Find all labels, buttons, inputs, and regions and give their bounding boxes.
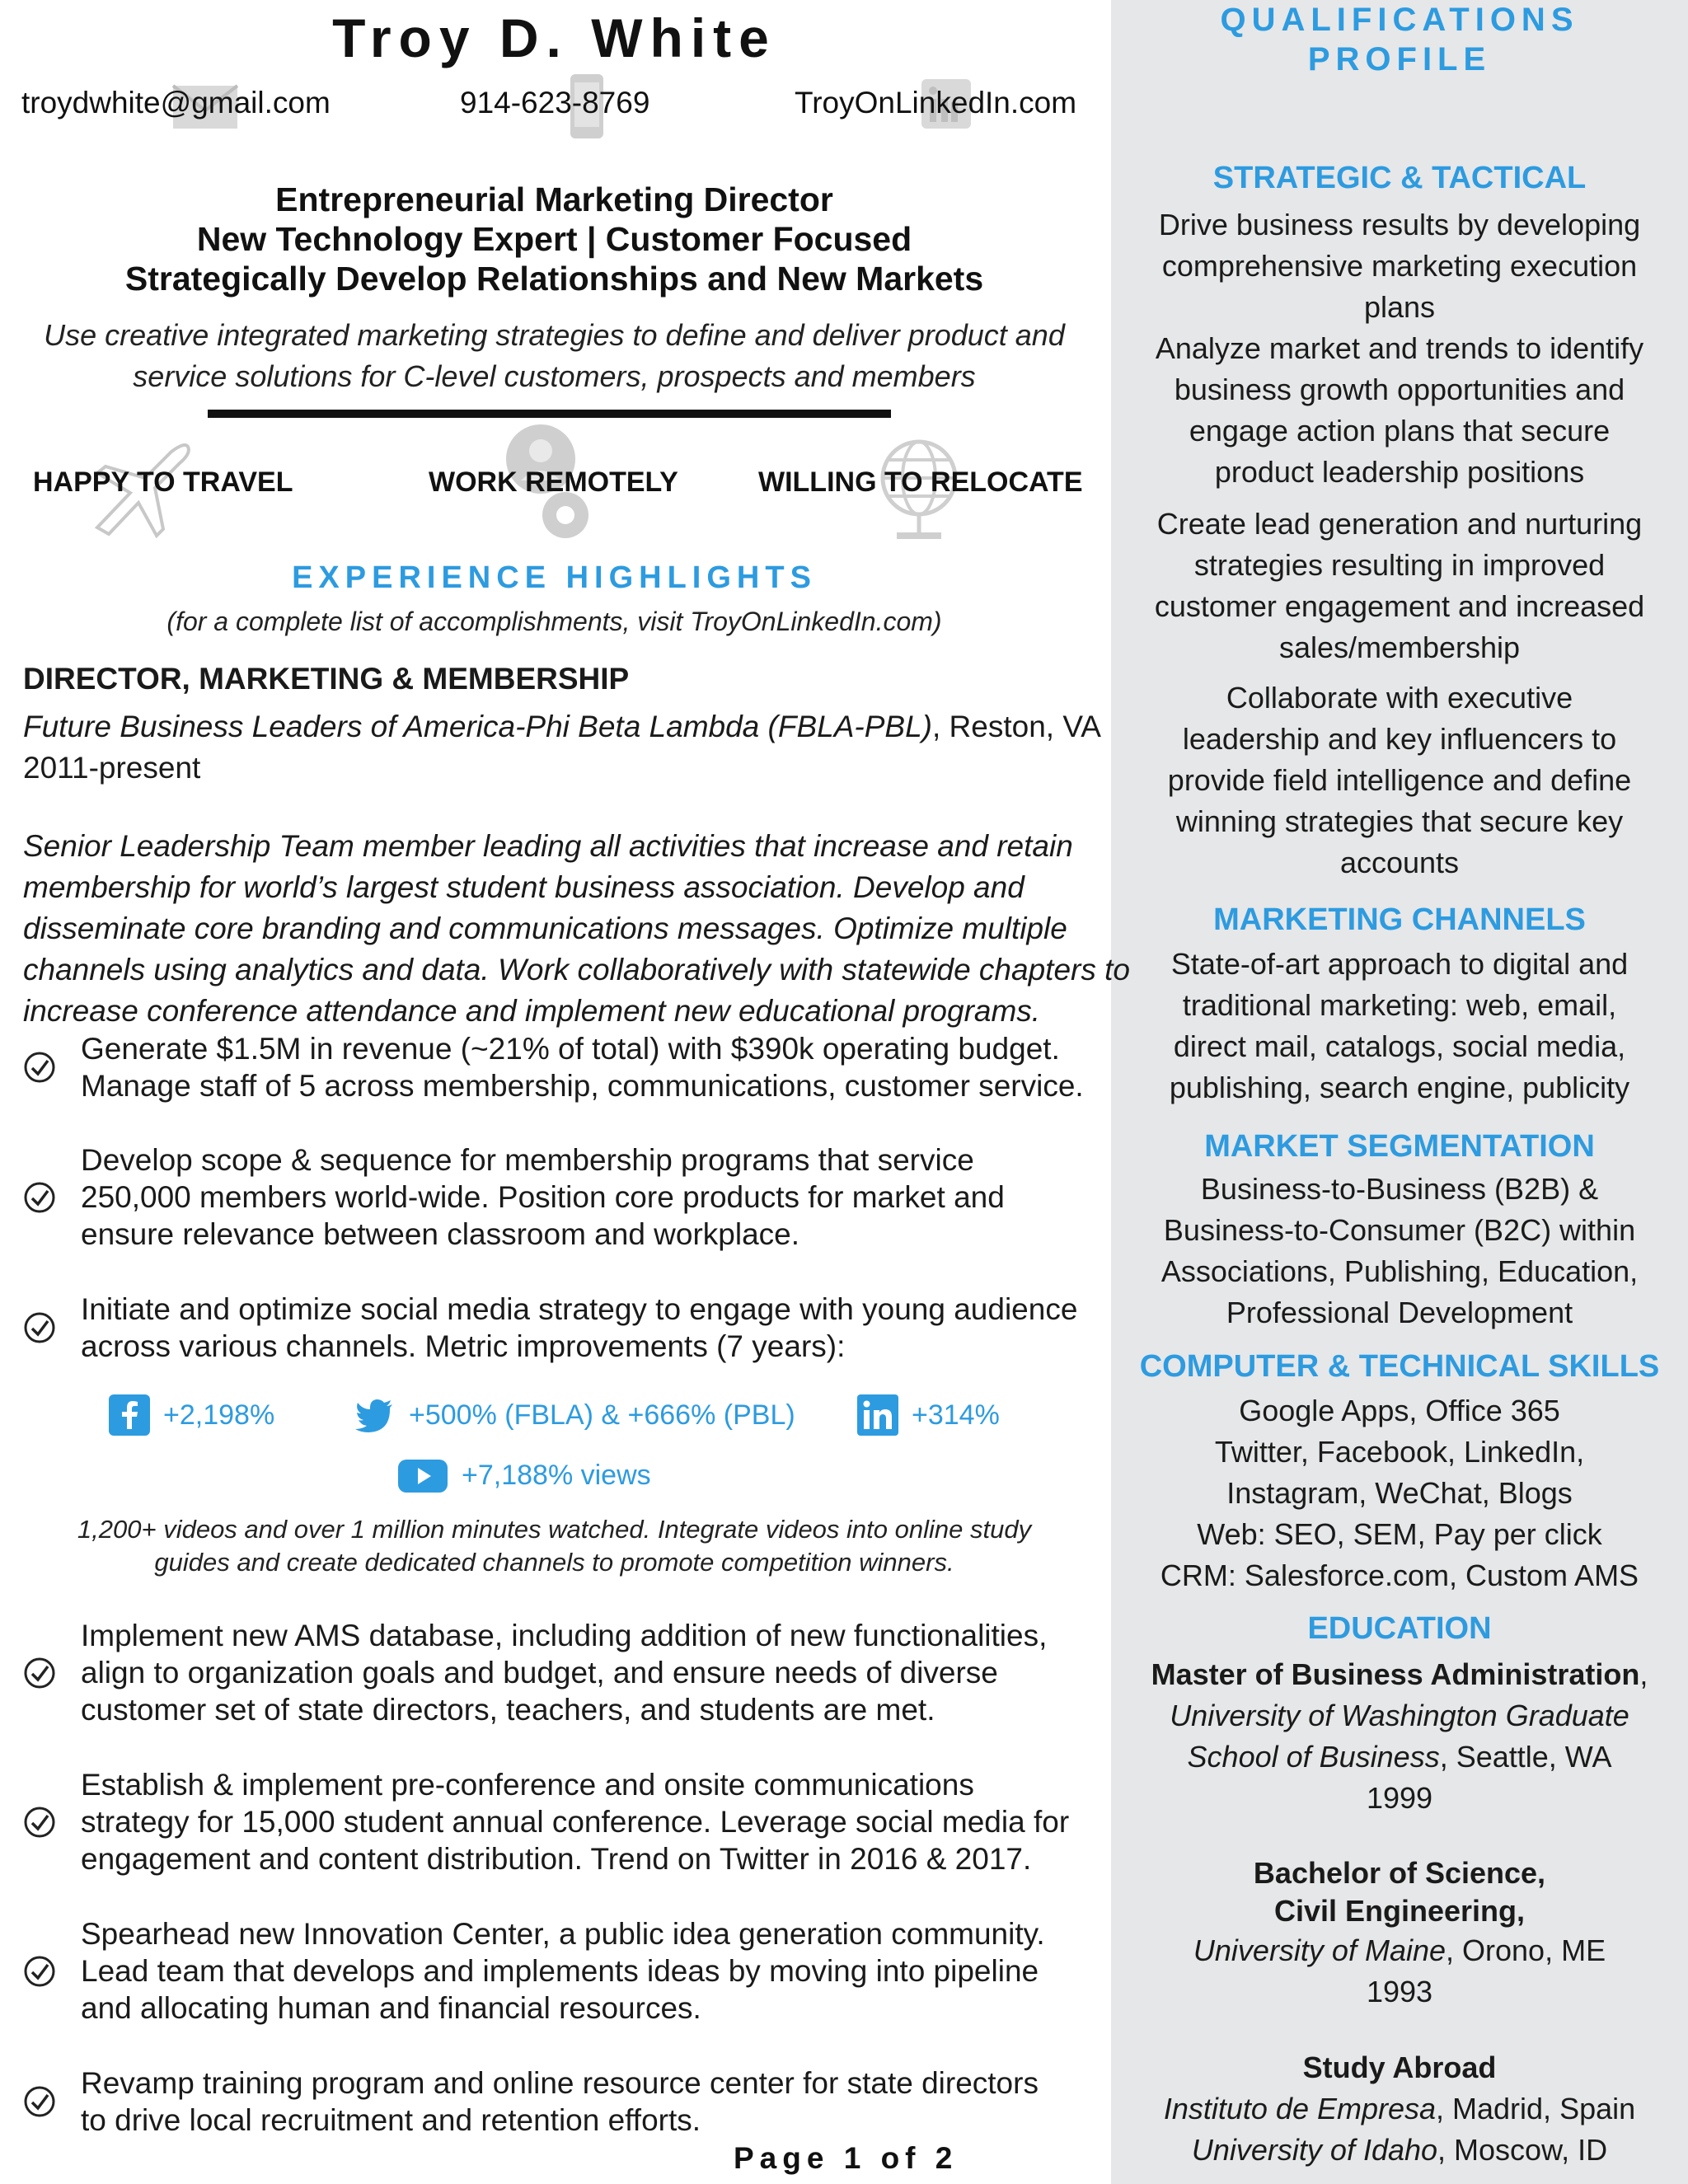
twitter-metric [354,1394,795,1436]
education-mba [1128,1654,1672,1819]
bs-location: , Orono, ME [1446,1933,1606,1967]
achievement-line: ensure relevance between classroom and workplace. [81,1217,800,1251]
youtube-value: +7,188% views [462,1459,651,1491]
email-link[interactable]: troydwhite@gmail.com [21,86,331,120]
text-line: provide field intelligence and define [1167,763,1632,797]
achievement-line: across various channels. Metric improvements (7 years): [81,1329,846,1363]
mba-school-line-1: University of Washington Graduate [1170,1699,1629,1732]
strategic-heading: STRATEGIC & TACTICAL [1212,161,1587,195]
education-heading: EDUCATION [1307,1611,1492,1646]
text-line: Analyze market and trends to identify [1155,331,1644,365]
text-line: comprehensive marketing execution [1161,249,1638,283]
strategic-p2 [1128,328,1672,493]
achievement-line: Spearhead new Innovation Center, a public idea generation community. [81,1917,1045,1951]
text-line: plans [1363,290,1436,324]
segmentation-text [1128,1169,1672,1333]
text-line: direct mail, catalogs, social media, [1173,1029,1626,1063]
job-dates: 2011-present [23,751,201,785]
twitter-value: +500% (FBLA) & +666% (PBL) [409,1399,795,1431]
achievement-item [23,2064,1086,2139]
linkedin-link[interactable]: TroyOnLinkedIn.com [795,86,1077,120]
text-line: sales/membership [1278,630,1521,664]
phone-number[interactable]: 914-623-8769 [460,86,650,120]
mba-degree: Master of Business Administration [1151,1657,1640,1691]
achievement-line: and allocating human and financial resources. [81,1991,701,2025]
education-abroad [1128,2047,1672,2171]
text-line: traditional marketing: web, email, [1182,988,1617,1022]
abroad-heading: Study Abroad [1302,2050,1497,2084]
strategic-p1 [1128,204,1672,328]
achievement-line: Lead team that develops and implements ideas by moving into pipeline [81,1954,1039,1988]
text-line: product leadership positions [1214,455,1585,489]
bs-line-2: Civil Engineering, [1273,1894,1526,1928]
abroad-location-1: , Madrid, Spain [1436,2092,1636,2125]
achievement-line: Establish & implement pre-conference and onsite communications [81,1768,974,1802]
strategic-p3 [1128,504,1672,668]
pref-travel: HAPPY TO TRAVEL [33,466,293,498]
achievement-item [23,1291,1086,1365]
achievement-line: Revamp training program and online resource center for state directors [81,2066,1039,2100]
linkedin-value: +314% [912,1399,1000,1431]
pref-relocate: WILLING TO RELOCATE [758,466,1083,498]
abroad-school-1: Instituto de Empresa [1163,2092,1437,2125]
abroad-school-2: University of Idaho [1191,2133,1438,2167]
description-line: increase conference attendance and implement new educational programs. [23,994,1041,1028]
achievement-line: Generate $1.5M in revenue (~21% of total) with $390k operating budget. [81,1032,1060,1066]
check-circle-icon [23,2085,56,2118]
text-line: Create lead generation and nurturing [1156,507,1643,541]
mba-year: 1999 [1366,1781,1433,1815]
video-note-line: guides and create dedicated channels to promote competition winners. [154,1548,954,1577]
pref-remote: WORK REMOTELY [429,466,678,498]
achievement-line: Initiate and optimize social media strategy to engage with young audience [81,1292,1078,1326]
channels-heading: MARKETING CHANNELS [1213,902,1586,937]
sidebar-title-line-2: PROFILE [1307,41,1492,77]
facebook-icon [109,1394,150,1436]
text-line: Twitter, Facebook, LinkedIn, [1214,1435,1585,1469]
education-bs [1128,1854,1672,2013]
strategic-p4 [1128,677,1672,883]
youtube-icon [397,1455,448,1496]
text-line: publishing, search engine, publicity [1169,1071,1630,1104]
summary-line-2: service solutions for C-level customers, prospects and members [133,359,976,393]
text-line: Google Apps, Office 365 [1239,1394,1560,1427]
mba-location: , Seattle, WA [1439,1740,1612,1774]
job-description [23,826,1130,1032]
text-line: winning strategies that secure key [1175,804,1624,838]
check-circle-icon [23,1051,56,1084]
achievement-line: Implement new AMS database, including addition of new functionalities, [81,1619,1048,1652]
text-line: CRM: Salesforce.com, Custom AMS [1160,1558,1639,1592]
achievement-item [23,1766,1086,1877]
text-line: State-of-art approach to digital and [1170,947,1629,981]
video-note [33,1513,1076,1579]
summary-line-1: Use creative integrated marketing strategies to define and deliver product and [44,318,1065,352]
text-line: Professional Development [1226,1296,1573,1329]
linkedin-badge-icon [857,1394,898,1436]
abroad-location-2: , Moscow, ID [1437,2133,1608,2167]
achievement-item [23,1617,1086,1728]
job-title: DIRECTOR, MARKETING & MEMBERSHIP [23,662,630,696]
text-line: customer engagement and increased [1154,589,1645,623]
text-line: leadership and key influencers to [1182,722,1617,756]
twitter-icon [354,1394,396,1436]
skills-text [1128,1390,1672,1596]
achievement-line: customer set of state directors, teachers, and students are met. [81,1693,935,1727]
achievement-item [23,1141,1086,1253]
check-circle-icon [23,1311,56,1344]
achievement-line: engagement and content distribution. Trend on Twitter in 2016 & 2017. [81,1842,1032,1876]
description-line: channels using analytics and data. Work collaboratively with statewide chapters to [23,953,1130,987]
description-line: Senior Leadership Team member leading all activities that increase and retain [23,829,1073,863]
text-line: accounts [1339,846,1460,879]
achievement-line: to drive local recruitment and retention efforts. [81,2103,701,2137]
bs-line-1: Bachelor of Science, [1253,1856,1546,1890]
check-circle-icon [23,1806,56,1839]
text-line: Business-to-Business (B2B) & [1200,1172,1599,1206]
text-line: business growth opportunities and [1174,373,1625,406]
text-line: Drive business results by developing [1158,208,1641,241]
text-line: engage action plans that secure [1189,414,1611,448]
segmentation-heading: MARKET SEGMENTATION [1204,1129,1595,1164]
skills-heading: COMPUTER & TECHNICAL SKILLS [1139,1349,1660,1384]
mba-school-line-2: School of Business [1187,1740,1440,1774]
video-note-line: 1,200+ videos and over 1 million minutes watched. Integrate videos into online study [77,1515,1032,1544]
experience-note: (for a complete list of accomplishments, visit TroyOnLinkedIn.com) [166,607,942,636]
bs-school: University of Maine [1193,1933,1447,1967]
achievement-line: align to organization goals and budget, and ensure needs of diverse [81,1656,998,1690]
facebook-metric [109,1394,274,1436]
organization-name: Future Business Leaders of America-Phi Beta Lambda (FBLA-PBL) [23,710,932,743]
experience-title: EXPERIENCE HIGHLIGHTS [292,560,817,595]
bs-year: 1993 [1366,1975,1433,2008]
text-line: Associations, Publishing, Education, [1160,1254,1639,1288]
achievement-line: 250,000 members world-wide. Position core products for market and [81,1180,1005,1214]
mba-comma: , [1639,1657,1648,1691]
description-line: membership for world’s largest student business association. Develop and [23,870,1025,904]
achievement-line: Manage staff of 5 across membership, communications, customer service. [81,1069,1084,1103]
achievement-item [23,1915,1086,2027]
check-circle-icon [23,1657,56,1690]
achievement-line: Develop scope & sequence for membership programs that service [81,1143,974,1177]
text-line: Web: SEO, SEM, Pay per click [1197,1517,1602,1551]
sidebar-title-line-1: QUALIFICATIONS [1220,2,1579,38]
text-line: Business-to-Consumer (B2C) within [1163,1213,1636,1247]
headline-2: New Technology Expert | Customer Focused [196,220,912,258]
headline-3: Strategically Develop Relationships and New Markets [124,260,984,298]
text-line: strategies resulting in improved [1193,548,1606,582]
achievement-line: strategy for 15,000 student annual conference. Leverage social media for [81,1805,1070,1839]
text-line: Collaborate with executive [1226,681,1573,715]
organization-location: , Reston, VA [931,710,1101,743]
channels-text [1128,944,1672,1108]
linkedin-metric [857,1394,1000,1436]
achievement-item [23,1030,1086,1104]
check-circle-icon [23,1181,56,1214]
text-line: Instagram, WeChat, Blogs [1226,1476,1573,1510]
youtube-metric [397,1455,651,1496]
check-circle-icon [23,1955,56,1988]
facebook-value: +2,198% [163,1399,275,1431]
headline-1: Entrepreneurial Marketing Director [275,180,833,218]
description-line: disseminate core branding and communications messages. Optimize multiple [23,912,1067,945]
page-number: Page 1 of 2 [734,2141,959,2175]
job-organization [23,706,1101,748]
resume-name: Troy D. White [332,7,776,68]
